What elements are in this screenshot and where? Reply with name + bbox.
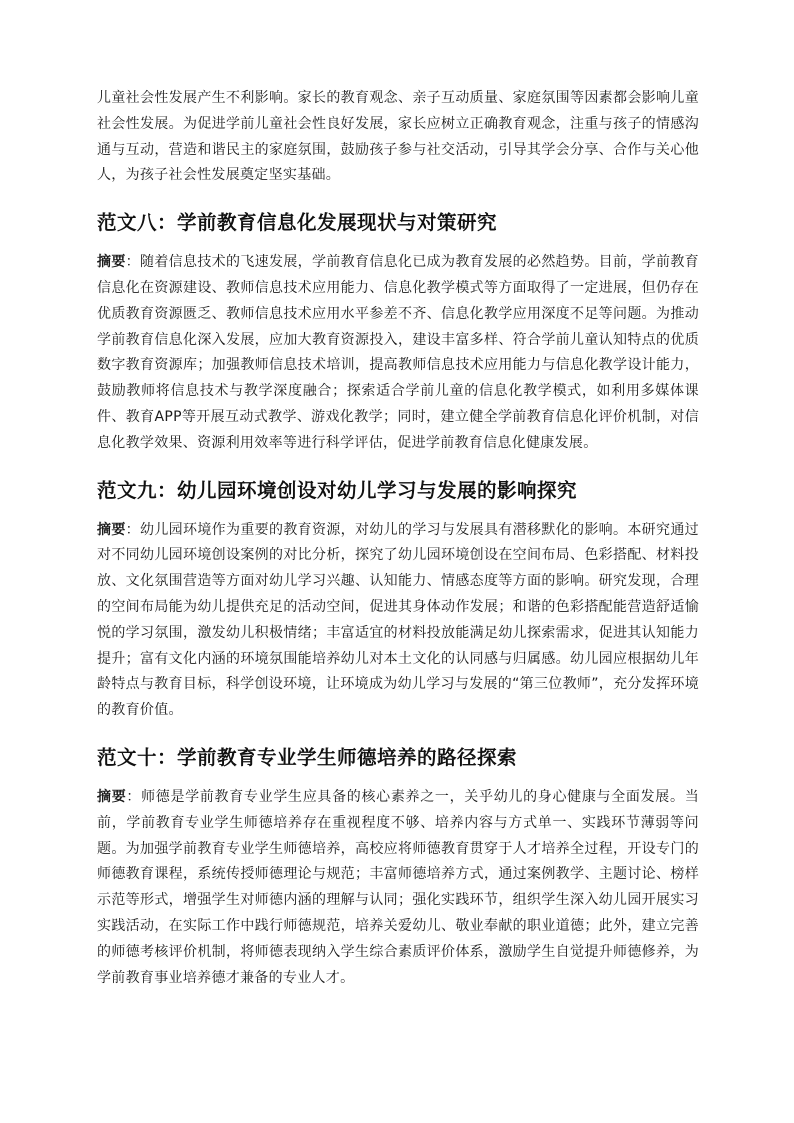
abstract-label: 摘要 xyxy=(97,788,127,805)
abstract-paragraph xyxy=(97,518,699,724)
abstract-paragraph xyxy=(97,785,699,991)
label-separator: ： xyxy=(126,788,142,805)
section-heading: 范文九：幼儿园环境创设对幼儿学习与发展的影响探究 xyxy=(97,478,578,502)
abstract-text: 师德是学前教育专业学生应具备的核心素养之一，关乎幼儿的身心健康与全面发展。当前，学前教育专业学生师德培养存在重视程度不够、培养内容与方式单一、实践环节薄弱等问题。为加强学前教育专业学生师德培养，高校应将师德教育贯穿于人才培养全过程，开设专门的师德教育课程，系统传授师德理论与规范；丰富师德培养方式，通过案例教学、主题讨论、榜样示范等形式，增强学生对师德内涵的理解与认同；强化实践环节，组织学生深入幼儿园开展实习实践活动，在实际工作中践行师德规范，培养关爱幼儿、敬业奉献的职业道德；此外，建立完善的师德考核评价机制，将师德表现纳入学生综合素质评价体系，激励学生自觉提升师德修养，为学前教育事业培养德才兼备的专业人才。 xyxy=(97,788,699,986)
abstract-text: 幼儿园环境作为重要的教育资源，对幼儿的学习与发展具有潜移默化的影响。本研究通过对不同幼儿园环境创设案例的对比分析，探究了幼儿园环境创设在空间布局、色彩搭配、材料投放、文化氛围营造等方面对幼儿学习兴趣、认知能力、情感态度等方面的影响。研究发现，合理的空间布局能为幼儿提供充足的活动空间，促进其身体动作发展；和谐的色彩搭配能营造舒适愉悦的学习氛围，激发幼儿积极情绪；丰富适宜的材料投放能满足幼儿探索需求，促进其认知能力提升；富有文化内涵的环境氛围能培养幼儿对本土文化的认同感与归属感。幼儿园应根据幼儿年龄特点与教育目标，科学创设环境，让环境成为幼儿学习与发展的“第三位教师”，充分发挥环境的教育价值。 xyxy=(97,521,699,719)
abstract-label: 摘要 xyxy=(97,521,126,538)
abstract-text: 随着信息技术的飞速发展，学前教育信息化已成为教育发展的必然趋势。目前，学前教育信息化在资源建设、教师信息技术应用能力、信息化教学模式等方面取得了一定进展，但仍存在优质教育资源匮乏、教师信息技术应用水平参差不齐、信息化教学应用深度不足等问题。为推动学前教育信息化深入发展，应加大教育资源投入，建设丰富多样、符合学前儿童认知特点的优质数字教育资源库；加强教师信息技术培训，提高教师信息技术应用能力与信息化教学设计能力，鼓励教师将信息技术与教学深度融合；探索适合学前儿童的信息化教学模式，如利用多媒体课件、教育APP等开展互动式教学、游戏化教学；同时，建立健全学前教育信息化评价机制，对信息化教学效果、资源利用效率等进行科学评估，促进学前教育信息化健康发展。 xyxy=(97,254,699,451)
intro-paragraph: 儿童社会性发展产生不利影响。家长的教育观念、亲子互动质量、家庭氛围等因素都会影响儿童社会性发展。为促进学前儿童社会性良好发展，家长应树立正确教育观念，注重与孩子的情感沟通与互动，营造和谐民主的家庭氛围，鼓励孩子参与社交活动，引导其学会分享、合作与关心他人，为孩子社会性发展奠定坚实基础。 xyxy=(97,90,699,184)
section-heading: 范文八：学前教育信息化发展现状与对策研究 xyxy=(97,211,498,235)
essay-section-9 xyxy=(97,477,699,724)
essay-section-10 xyxy=(97,744,699,991)
section-heading: 范文十：学前教育专业学生师德培养的路径探索 xyxy=(97,745,518,769)
label-separator: ： xyxy=(125,521,141,538)
abstract-label: 摘要 xyxy=(97,254,126,271)
label-separator: ： xyxy=(125,254,141,271)
abstract-paragraph xyxy=(97,250,699,456)
document-page xyxy=(97,86,699,991)
essay-section-8 xyxy=(97,209,699,456)
